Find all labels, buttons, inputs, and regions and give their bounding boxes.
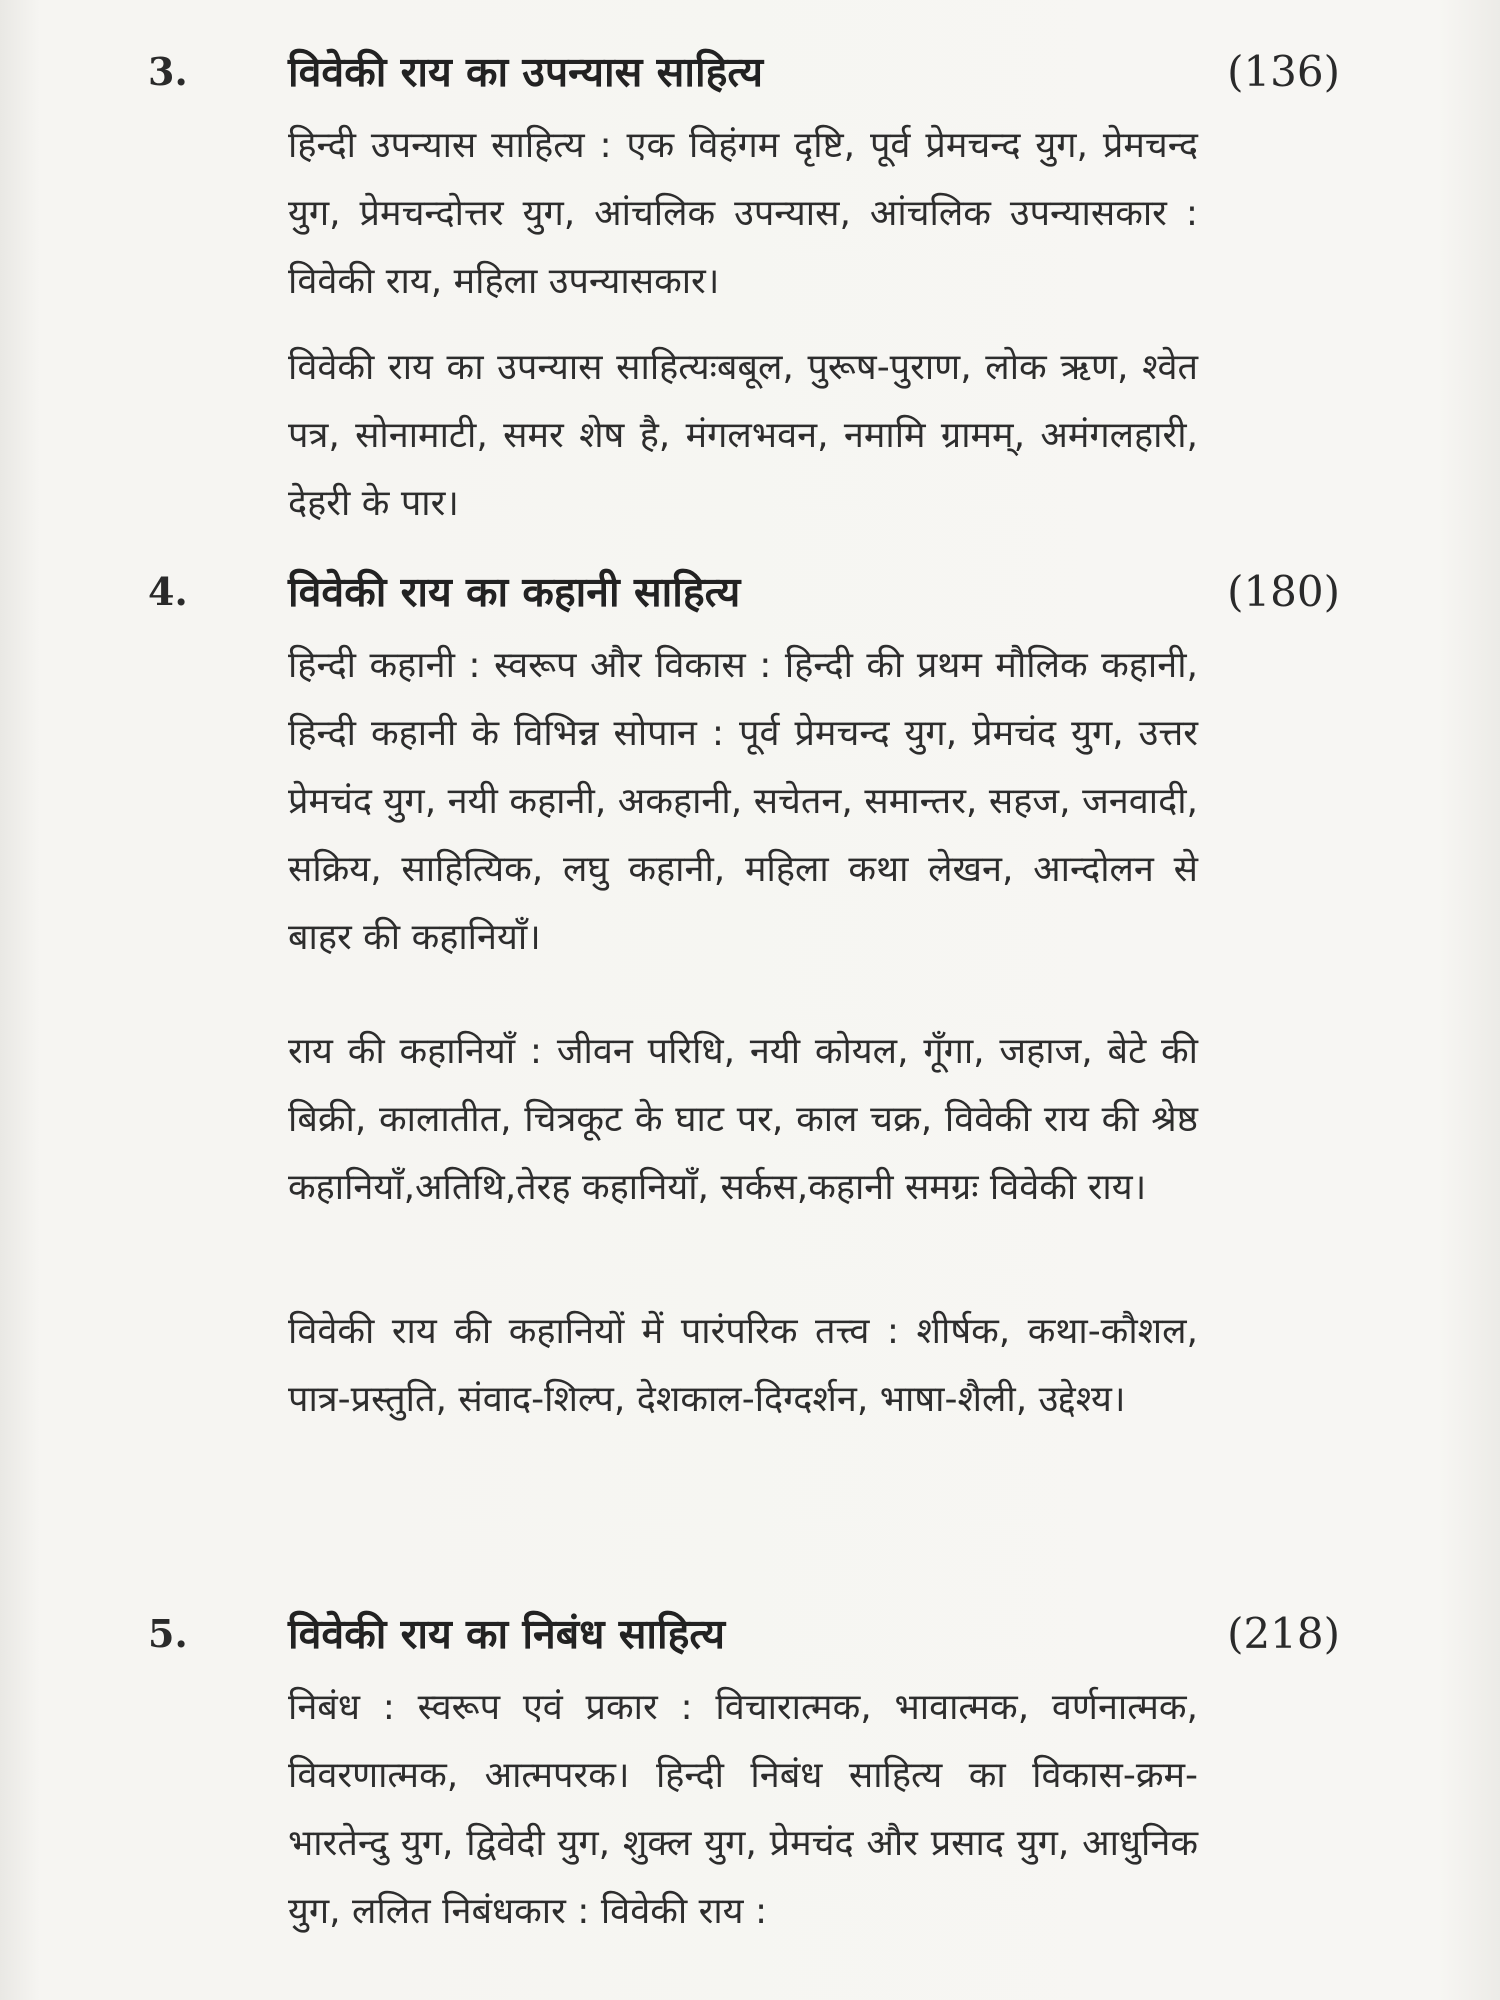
chapter-title: विवेकी राय का निबंध साहित्य [288, 1610, 726, 1658]
chapter-4-paragraph-3: विवेकी राय की कहानियों में पारंपरिक तत्त्व : शीर्षक, कथा-कौशल, पात्र-प्रस्तुति, संवाद-शिल्प, देशकाल-दिग्दर्शन, भाषा-शैली, उद्देश्य। [288, 1311, 1198, 1420]
chapter-page-number: (180) [1227, 567, 1340, 616]
chapter-number: 4. [148, 569, 188, 614]
chapter-number: 5. [148, 1611, 188, 1656]
chapter-title: विवेकी राय का कहानी साहित्य [288, 568, 741, 616]
chapter-page-number: (218) [1227, 1609, 1340, 1658]
chapter-4-paragraph-1: हिन्दी कहानी : स्वरूप और विकास : हिन्दी की प्रथम मौलिक कहानी, हिन्दी कहानी के विभिन्न सोपान : पूर्व प्रेमचन्द युग, प्रेमचंद युग, उत्तर प्रेमचंद युग, नयी कहानी, अकहानी, सचेतन, समान्तर, सहज, जनवादी, सक्रिय, साहित्यिक, लघु कहानी, महिला कथा लेखन, आन्दोलन से बाहर की कहानियाँ। [288, 645, 1198, 958]
chapter-number: 3. [148, 49, 188, 94]
chapter-page-number: (136) [1227, 47, 1340, 96]
chapter-5-paragraph-1: निबंध : स्वरूप एवं प्रकार : विचारात्मक, भावात्मक, वर्णनात्मक, विवरणात्मक, आत्मपरक। हिन्दी निबंध साहित्य का विकास-क्रम-भारतेन्दु युग, द्विवेदी युग, शुक्ल युग, प्रेमचंद और प्रसाद युग, आधुनिक युग, ललित निबंधकार : विवेकी राय : [288, 1687, 1198, 1932]
chapter-3-paragraph-2: विवेकी राय का उपन्यास साहित्यःबबूल, पुरूष-पुराण, लोक ऋण, श्वेत पत्र, सोनामाटी, समर शेष है, मंगलभवन, नमामि ग्रामम्, अमंगलहारी, देहरी के पार। [288, 347, 1198, 524]
chapter-title: विवेकी राय का उपन्यास साहित्य [288, 48, 764, 96]
chapter-4-paragraph-2: राय की कहानियाँ : जीवन परिधि, नयी कोयल, गूँगा, जहाज, बेटे की बिक्री, कालातीत, चित्रकूट के घाट पर, काल चक्र, विवेकी राय की श्रेष्ठ कहानियाँ,अतिथि,तेरह कहानियाँ, सर्कस,कहानी समग्रः विवेकी राय। [288, 1031, 1198, 1208]
chapter-3-paragraph-1: हिन्दी उपन्यास साहित्य : एक विहंगम दृष्टि, पूर्व प्रेमचन्द युग, प्रेमचन्द युग, प्रेमचन्दोत्तर युग, आंचलिक उपन्यास, आंचलिक उपन्यासकार : विवेकी राय, महिला उपन्यासकार। [288, 125, 1198, 302]
